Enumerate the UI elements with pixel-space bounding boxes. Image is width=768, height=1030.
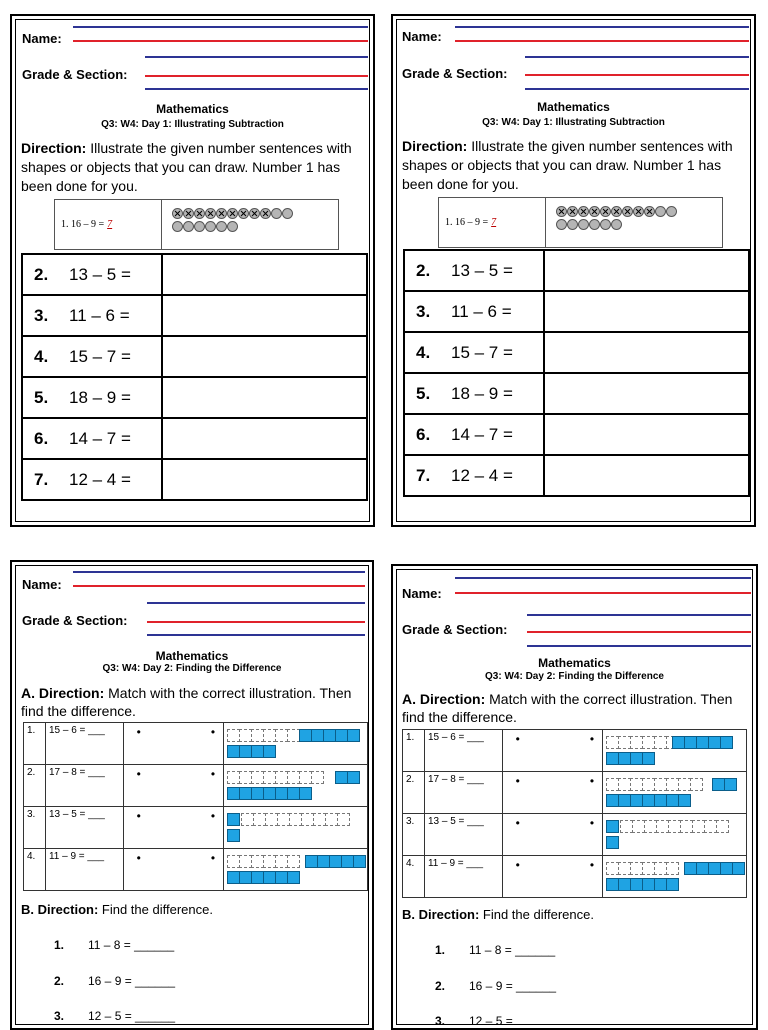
- worksheet-day1-right: [391, 14, 756, 527]
- match-dot[interactable]: •: [136, 809, 141, 823]
- problem-table: [21, 253, 368, 501]
- answer-cell[interactable]: [544, 250, 749, 291]
- match-dot[interactable]: •: [589, 858, 595, 872]
- table-row: 4. 11 – 9 = ___ • •: [403, 856, 747, 898]
- name-label: Name:: [22, 577, 62, 592]
- match-table: [402, 729, 747, 898]
- example-circles: [556, 206, 716, 230]
- list-item: 2. 16 – 9 = ______: [435, 979, 557, 993]
- direction-text: Direction: Illustrate the given number sentences with shapes or objects that you can draw. Number 1 has been done for you.: [402, 138, 733, 192]
- match-dot[interactable]: •: [210, 725, 216, 739]
- table-row: 3. 11 – 6 =: [22, 295, 367, 336]
- answer-cell[interactable]: [162, 295, 367, 336]
- worksheet-day1-left: [10, 14, 375, 527]
- answer-cell[interactable]: [162, 377, 367, 418]
- table-row: 2. 17 – 8 = ___ • •: [403, 772, 747, 814]
- table-row: 7. 12 – 4 =: [22, 459, 367, 500]
- grade-lines: [525, 56, 749, 91]
- direction-text: Direction: Illustrate the given number sentences with shapes or objects that you can draw. Number 1 has been done for you.: [21, 140, 352, 194]
- answer-cell[interactable]: [162, 418, 367, 459]
- grade-label: Grade & Section:: [402, 66, 508, 81]
- match-dot[interactable]: •: [589, 816, 595, 830]
- direction-b: B. Direction: Find the difference.: [402, 907, 594, 922]
- table-row: 4. 11 – 9 = ___ • •: [24, 849, 368, 891]
- example-box: [54, 199, 339, 250]
- subject-title: Mathematics: [538, 656, 611, 670]
- name-lines: [73, 571, 365, 591]
- table-row: 5. 18 – 9 =: [404, 373, 749, 414]
- match-dot[interactable]: •: [515, 774, 520, 788]
- grade-label: Grade & Section:: [402, 622, 508, 637]
- match-dot[interactable]: •: [136, 767, 141, 781]
- table-row: 4. 15 – 7 =: [404, 332, 749, 373]
- example-circles: [172, 208, 332, 232]
- match-dot[interactable]: •: [515, 816, 520, 830]
- answer-cell[interactable]: [544, 291, 749, 332]
- table-row: 7. 12 – 4 =: [404, 455, 749, 496]
- answer-cell[interactable]: [544, 332, 749, 373]
- subject-title: Mathematics: [537, 100, 610, 114]
- grade-lines: [527, 614, 751, 649]
- table-row: 6. 14 – 7 =: [404, 414, 749, 455]
- match-dot[interactable]: •: [210, 767, 216, 781]
- match-dot[interactable]: •: [589, 774, 595, 788]
- table-row: 1. 15 – 6 = ___ • •: [403, 730, 747, 772]
- match-dot[interactable]: •: [136, 725, 141, 739]
- name-label: Name:: [402, 586, 442, 601]
- direction-a: A. Direction: Match with the correct illustration. Then find the difference.: [21, 685, 352, 719]
- match-dot[interactable]: •: [210, 809, 216, 823]
- lesson-subtitle: Q3: W4: Day 2: Finding the Difference: [485, 671, 664, 682]
- match-dot[interactable]: •: [210, 851, 216, 865]
- answer-cell[interactable]: [544, 373, 749, 414]
- grade-label: Grade & Section:: [22, 67, 128, 82]
- name-lines: [455, 577, 751, 597]
- table-row: 3. 13 – 5 = ___ • •: [403, 814, 747, 856]
- worksheet-day2-right: [391, 564, 758, 1030]
- match-table: [23, 722, 368, 891]
- answer-cell[interactable]: [162, 336, 367, 377]
- worksheet-day2-left: [10, 560, 374, 1030]
- grade-lines: [145, 56, 368, 91]
- match-dot[interactable]: •: [136, 851, 141, 865]
- match-dot[interactable]: •: [589, 732, 595, 746]
- problem-table: [403, 249, 750, 497]
- table-row: 3. 13 – 5 = ___ • •: [24, 807, 368, 849]
- answer-cell[interactable]: [162, 254, 367, 295]
- lesson-subtitle: Q3: W4: Day 2: Finding the Difference: [102, 663, 282, 674]
- name-lines: [455, 26, 749, 46]
- list-item: 1. 11 – 8 = ______: [435, 943, 556, 957]
- example-equation: 1. 16 – 9 = 7: [439, 198, 546, 247]
- direction-a: A. Direction: Match with the correct illustration. Then find the difference.: [402, 691, 733, 725]
- name-label: Name:: [402, 29, 442, 44]
- grade-label: Grade & Section:: [22, 613, 128, 628]
- direction-b: B. Direction: Find the difference.: [21, 902, 213, 917]
- table-row: 2. 13 – 5 =: [22, 254, 367, 295]
- lesson-subtitle: Q3: W4: Day 1: Illustrating Subtraction: [482, 117, 665, 128]
- subject-title: Mathematics: [156, 102, 229, 116]
- answer-cell[interactable]: [544, 414, 749, 455]
- answer-cell[interactable]: [544, 455, 749, 496]
- subject-title: Mathematics: [155, 649, 229, 663]
- match-dot[interactable]: •: [515, 732, 520, 746]
- lesson-subtitle: Q3: W4: Day 1: Illustrating Subtraction: [101, 119, 284, 130]
- table-row: 3. 11 – 6 =: [404, 291, 749, 332]
- name-lines: [73, 26, 368, 46]
- answer-cell[interactable]: [162, 459, 367, 500]
- table-row: 5. 18 – 9 =: [22, 377, 367, 418]
- list-item: 3. 12 – 5 = ______: [54, 1009, 176, 1023]
- match-dot[interactable]: •: [515, 858, 520, 872]
- list-item: 3. 12 – 5 =: [435, 1014, 513, 1028]
- list-item: 1. 11 – 8 = ______: [54, 938, 175, 952]
- name-label: Name:: [22, 31, 62, 46]
- grade-lines: [147, 602, 365, 637]
- example-equation: 1. 16 – 9 = 7: [55, 200, 162, 249]
- table-row: 2. 13 – 5 =: [404, 250, 749, 291]
- table-row: 2. 17 – 8 = ___ • •: [24, 765, 368, 807]
- list-item: 2. 16 – 9 = ______: [54, 974, 176, 988]
- table-row: 6. 14 – 7 =: [22, 418, 367, 459]
- table-row: 4. 15 – 7 =: [22, 336, 367, 377]
- table-row: 1. 15 – 6 = ___ • •: [24, 723, 368, 765]
- example-box: [438, 197, 723, 248]
